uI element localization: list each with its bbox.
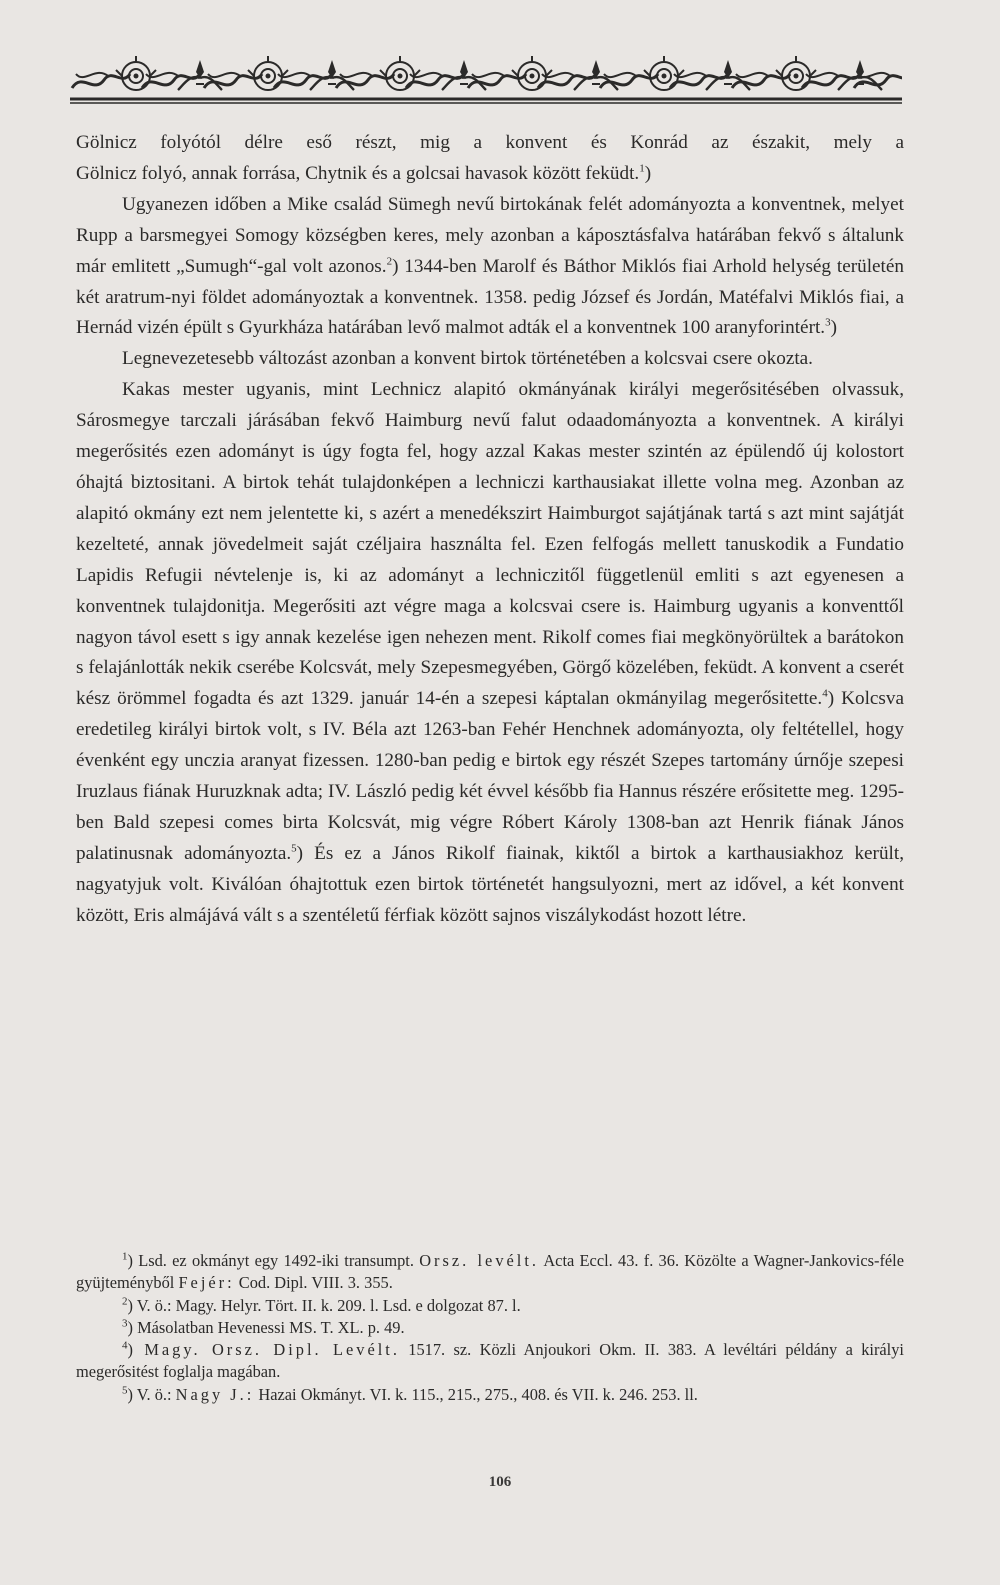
footnote-text: Acta Eccl. 43. f. 36. Közölte a Wagner-Jankovics-féle gyüjteményből (76, 1251, 905, 1293)
text-run: 1344-ben Marolf és Báthor Miklós fiai Arhold helység területén két aratrum-nyi földet adományoztak a konventnek. 1358. pedig József és Jordán, Matéfalvi Miklós fiai, a Hernád vizén épült s Gyurkháza határában levő malmot adták el a konventnek 100 aranyforintért. (76, 255, 904, 339)
page-number: 106 (488, 1474, 512, 1490)
footnote-ref[interactable]: 4 (822, 687, 828, 700)
footnote-text: Magy. Orsz. Dipl. Levélt. (132, 1340, 400, 1360)
footnote-text: V. ö.: Magy. Helyr. Tört. II. k. 209. l. Lsd. e dolgozat 87. l. (132, 1295, 521, 1315)
footnote-mark: 3 (122, 1317, 128, 1330)
text-run: Ugyanezen időben a Mike család Sümegh nevű birtokának felét adományozta a konventnek, melyet Rupp a barsmegyei Somogy községben keres, mely azonban a káposztásfalva határában fekvő s általunk már emlitett „Sumugh“-gal volt azonos. (76, 193, 904, 277)
footnotes (76, 1250, 904, 1406)
footnote-text: 1517. sz. Közli Anjoukori Okm. II. 383. A levéltári példány a királyi megerősitést foglalja magában. (76, 1340, 904, 1382)
footnote-3: $^3$) Másolatban Hevenessi MS. T. XL. p. 49. (122, 1317, 405, 1337)
text-line: Gölnicz folyó, annak forrása, Chytnik és a golcsai havasok között feküdt. (76, 162, 640, 184)
text-run: És ez a János Rikolf fiainak, kiktől a birtok a karthausiakhoz került, nagyatyjuk volt. Kiválóan óhajtottuk ezen birtok történetét hangsulyozni, mert az idővel, a két konvent között, Eris almájává vált s a szentéletű férfiak között sajnos viszálykodást hozott létre. (76, 842, 904, 926)
footnote-1: $^1$) Lsd. ez okmányt egy 1492-iki transumpt. Orsz. levélt. Acta Eccl. 43. f. 36. Közölte a Wagner-Jankovics-féle gyüjteményből Fejér: Cod. Dipl. VIII. 3. 355. (76, 1250, 905, 1293)
paragraph (76, 128, 904, 159)
footnote-mark: 5 (122, 1384, 128, 1397)
footnote-text: Lsd. ez okmányt egy 1492-iki transumpt. (132, 1251, 420, 1270)
footnote-mark: 2 (122, 1295, 128, 1308)
paragraph: Legnevezetesebb változást azonban a konvent birtok történetében a kolcsvai csere okozta. (122, 348, 813, 370)
footnote-text: Fejér: (178, 1273, 235, 1293)
paragraph: Ugyanezen időben a Mike család Sümegh nevű birtokának felét adományozta a konventnek, melyet Rupp a barsmegyei Somogy községben keres, mely azonban a káposztásfalva határában fekvő s általunk már emlitett „Sumugh“-gal volt azonos.$^2$) 1344-ben Marolf és Báthor Miklós fiai Arhold helység területén két aratrum-nyi földet adományoztak a konventnek. 1358. pedig József és Jordán, Matéfalvi Miklós fiai, a Hernád vizén épült s Gyurkháza határában levő malmot adták el a konventnek 100 aranyforintért.$^3$) (76, 193, 904, 339)
footnote-2: $^2$) V. ö.: Magy. Helyr. Tört. II. k. 209. l. Lsd. e dolgozat 87. l. (122, 1295, 521, 1315)
footnote-text: Másolatban Hevenessi MS. T. XL. p. 49. (132, 1317, 405, 1337)
footnote-mark: 4 (122, 1339, 128, 1352)
footnote-text: V. ö.: (132, 1384, 176, 1404)
footnote-ref[interactable]: 3 (825, 317, 831, 330)
footnote-text: Nagy J.: (175, 1384, 255, 1404)
body-text (76, 128, 904, 932)
paragraph: Gölnicz folyó, annak forrása, Chytnik és a golcsai havasok között feküdt.$^1$) (76, 162, 652, 184)
footnote-mark: 1 (122, 1250, 128, 1263)
footnote-5: $^5$) V. ö.: Nagy J.: Hazai Okmányt. VI. k. 115., 215., 275., 408. és VII. k. 246. 253. ll. (122, 1384, 698, 1404)
text-line: Gölnicz folyótól délre eső részt, mig a konvent és Konrád az északit, mely a (76, 132, 904, 153)
footnote-ref[interactable]: 1 (639, 162, 645, 175)
footnote-text: Orsz. levélt. (419, 1251, 539, 1270)
footnote-text: Hazai Okmányt. VI. k. 115., 215., 275., 408. és VII. k. 246. 253. ll. (254, 1384, 698, 1404)
text-run: Kakas mester ugyanis, mint Lechnicz alapitó okmányának királyi megerősitésében olvassuk, Sárosmegye tarczali járásában fekvő Haimburg nevű falut odaadományozta a konventnek. A királyi megerősités ezen adományt is úgy fogta fel, hogy azzal Kakas mester szintén az épülendő új kolostort óhajtá biztositani. A birtok tehát tulajdonképen a lechniczi karthausiakat illette volna meg. Azonban az alapitó okmány ezt nem jelentette ki, s azért a menedékszirt Haimburgot sajátjának tartá s azt mint sajátját kezelteté, annak jövedelmeit saját czéljaira használta fel. Ezen felfogás mellett tanuskodik a Fundatio Lapidis Refugii névtelenje is, ki az adományt a lechniczitől függetlenül emliti s azt egyenesen a konventnek tulajdonitja. Megerősiti azt végre maga a kolcsvai csere is. Haimburg ugyanis a konventtől nagyon távol esett s igy annak kezelése igen nehezen ment. Rikolf comes fiai megkönyörültek a barátokon s felajánlották nekik cserébe Kolcsvát, mely Szepesmegyében, Görgő közelében, feküdt. A konvent a cserét kész örömmel fogadta és azt 1329. január 14-én a szepesi káptalan okmányilag megerősitette. (76, 379, 904, 710)
paragraph: Kakas mester ugyanis, mint Lechnicz alapitó okmányának királyi megerősitésében olvassuk, Sárosmegye tarczali járásában fekvő Haimburg nevű falut odaadományozta a konventnek. A királyi megerősités ezen adományt is úgy fogta fel, hogy azzal Kakas mester szintén az épülendő új kolostort óhajtá biztositani. A birtok tehát tulajdonképen a lechniczi karthausiakat illette volna meg. Azonban az alapitó okmány ezt nem jelentette ki, s azért a menedékszirt Haimburgot sajátjának tartá s azt mint sajátját kezelteté, annak jövedelmeit saját czéljaira használta fel. Ezen felfogás mellett tanuskodik a Fundatio Lapidis Refugii névtelenje is, ki az adományt a lechniczitől függetlenül emliti s azt egyenesen a konventnek tulajdonitja. Megerősiti azt végre maga a kolcsvai csere is. Haimburg ugyanis a konventtől nagyon távol esett s igy annak kezelése igen nehezen ment. Rikolf comes fiai megkönyörültek a barátokon s felajánlották nekik cserébe Kolcsvát, mely Szepesmegyében, Görgő közelében, feküdt. A konvent a cserét kész örömmel fogadta és azt 1329. január 14-én a szepesi káptalan okmányilag megerősitette.$^4$) Kolcsva eredetileg királyi birtok volt, s IV. Béla azt 1263-ban Fehér Henchnek adományozta, oly feltétellel, hogy évenként egy unczia aranyat fizessen. 1280-ban pedig e birtok egy részét Szepes tartomány úrnője szepesi Iruzlaus fiának Huruzknak adta; IV. László pedig két évvel később fia Hannus részére erősitette meg. 1295-ben Bald szepesi comes birta Kolcsvát, mig végre Róbert Károly 1308-ban azt Henrik fiának János palatinusnak adományozta.$^5$) És ez a János Rikolf fiainak, kiktől a birtok a karthausiakhoz került, nagyatyjuk volt. Kiválóan óhajtottuk ezen birtok történetét hangsulyozni, mert az idővel, a két konvent között, Eris almájává vált s a szentéletű férfiak között sajnos viszálykodást hozott létre. (76, 379, 904, 926)
footnote-ref[interactable]: 5 (291, 842, 297, 855)
footnote-text: Cod. Dipl. VIII. 3. 355. (234, 1273, 393, 1293)
text-run: Kolcsva eredetileg királyi birtok volt, s IV. Béla azt 1263-ban Fehér Henchnek adományozta, oly feltétellel, hogy évenként egy unczia aranyat fizessen. 1280-ban pedig e birtok egy részét Szepes tartomány úrnője szepesi Iruzlaus fiának Huruzknak adta; IV. László pedig két évvel később fia Hannus részére erősitette meg. 1295-ben Bald szepesi comes birta Kolcsvát, mig végre Róbert Károly 1308-ban azt Henrik fiának János palatinusnak adományozta. (76, 688, 904, 864)
footnote-4: $^4$) Magy. Orsz. Dipl. Levélt. 1517. sz. Közli Anjoukori Okm. II. 383. A levéltári példány a királyi megerősitést foglalja magában. (76, 1339, 904, 1382)
footnote-ref[interactable]: 2 (386, 255, 393, 268)
decorative-header-border (70, 50, 902, 104)
